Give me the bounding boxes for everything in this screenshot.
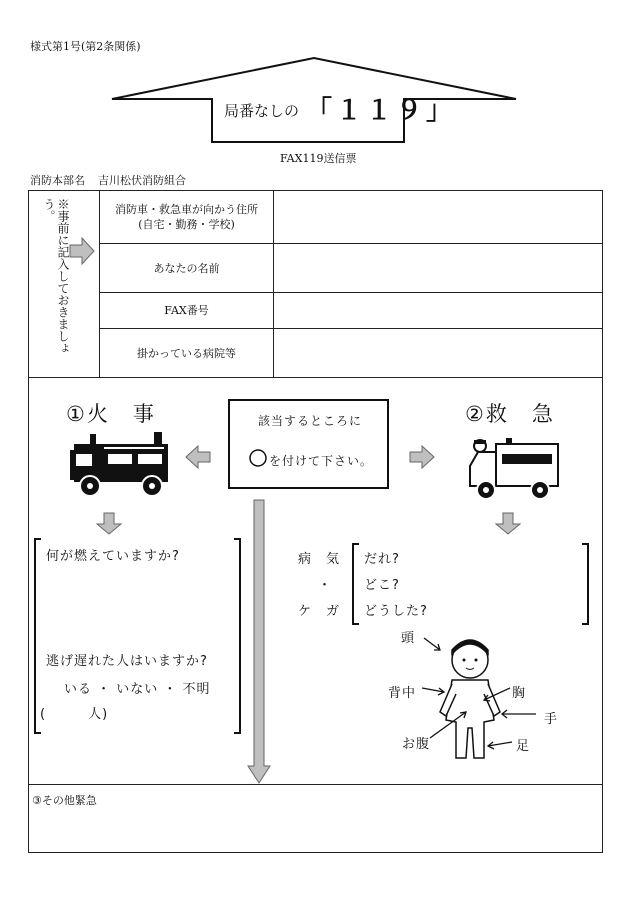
ambulance-title: ②救 急 — [465, 402, 555, 426]
label-belly: お腹 — [402, 737, 431, 752]
address-field[interactable] — [275, 192, 601, 242]
injury-label: ケ ガ — [298, 604, 341, 619]
fire-title: ①火 事 — [66, 402, 156, 426]
question-who: だれ? — [364, 552, 400, 567]
ambulance-icon — [466, 436, 562, 504]
fire-person-count: ( 人) — [40, 707, 109, 722]
other-emergency-title: ③その他緊急 — [32, 794, 97, 807]
hospital-field[interactable] — [275, 330, 601, 376]
form-subtitle: FAX119送信票 — [280, 152, 357, 165]
fire-options[interactable]: いる ・ いない ・ 不明 — [64, 682, 211, 697]
fax-label: FAX番号 — [164, 304, 209, 317]
illness-label: 病 気 — [298, 552, 341, 567]
department-label: 消防本部名 — [30, 174, 85, 187]
fire-question-trapped: 逃げ遅れた人はいますか? — [46, 654, 208, 669]
circle-mark-icon — [248, 448, 268, 468]
separator-dot: ・ — [318, 578, 333, 593]
instruction-line2: を付けて下さい。 — [269, 454, 374, 468]
fax-field[interactable] — [275, 294, 601, 327]
fire-bracket-right — [234, 538, 241, 734]
question-where: どこ? — [364, 578, 400, 593]
label-foot: 足 — [516, 739, 531, 754]
banner-prefix: 局番なしの — [224, 102, 300, 120]
ambulance-bracket-left — [352, 543, 359, 625]
name-label: あなたの名前 — [153, 261, 220, 275]
prefill-note: ※事前に記入しておきましょう。 — [42, 198, 70, 354]
instruction-line1: 該当するところに — [258, 414, 363, 428]
ambulance-bracket-right — [582, 543, 589, 625]
hospital-label: 掛かっている病院等 — [137, 346, 236, 360]
label-chest: 胸 — [512, 686, 527, 701]
label-back: 背中 — [388, 686, 417, 701]
fire-truck-icon — [68, 428, 172, 498]
label-hand: 手 — [544, 712, 559, 727]
label-head: 頭 — [401, 631, 416, 646]
fire-question-what: 何が燃えていますか? — [46, 549, 180, 564]
question-what-happened: どうした? — [364, 604, 428, 619]
other-emergency-field[interactable] — [30, 810, 600, 850]
name-field[interactable] — [275, 245, 601, 291]
form-number: 様式第1号(第2条関係) — [30, 40, 141, 53]
banner-number: 「１１９」 — [306, 96, 457, 126]
address-label: 消防車・救急車が向かう住所 (自宅・勤務・学校) — [115, 203, 258, 231]
department-name: 吉川松伏消防組合 — [98, 174, 186, 187]
